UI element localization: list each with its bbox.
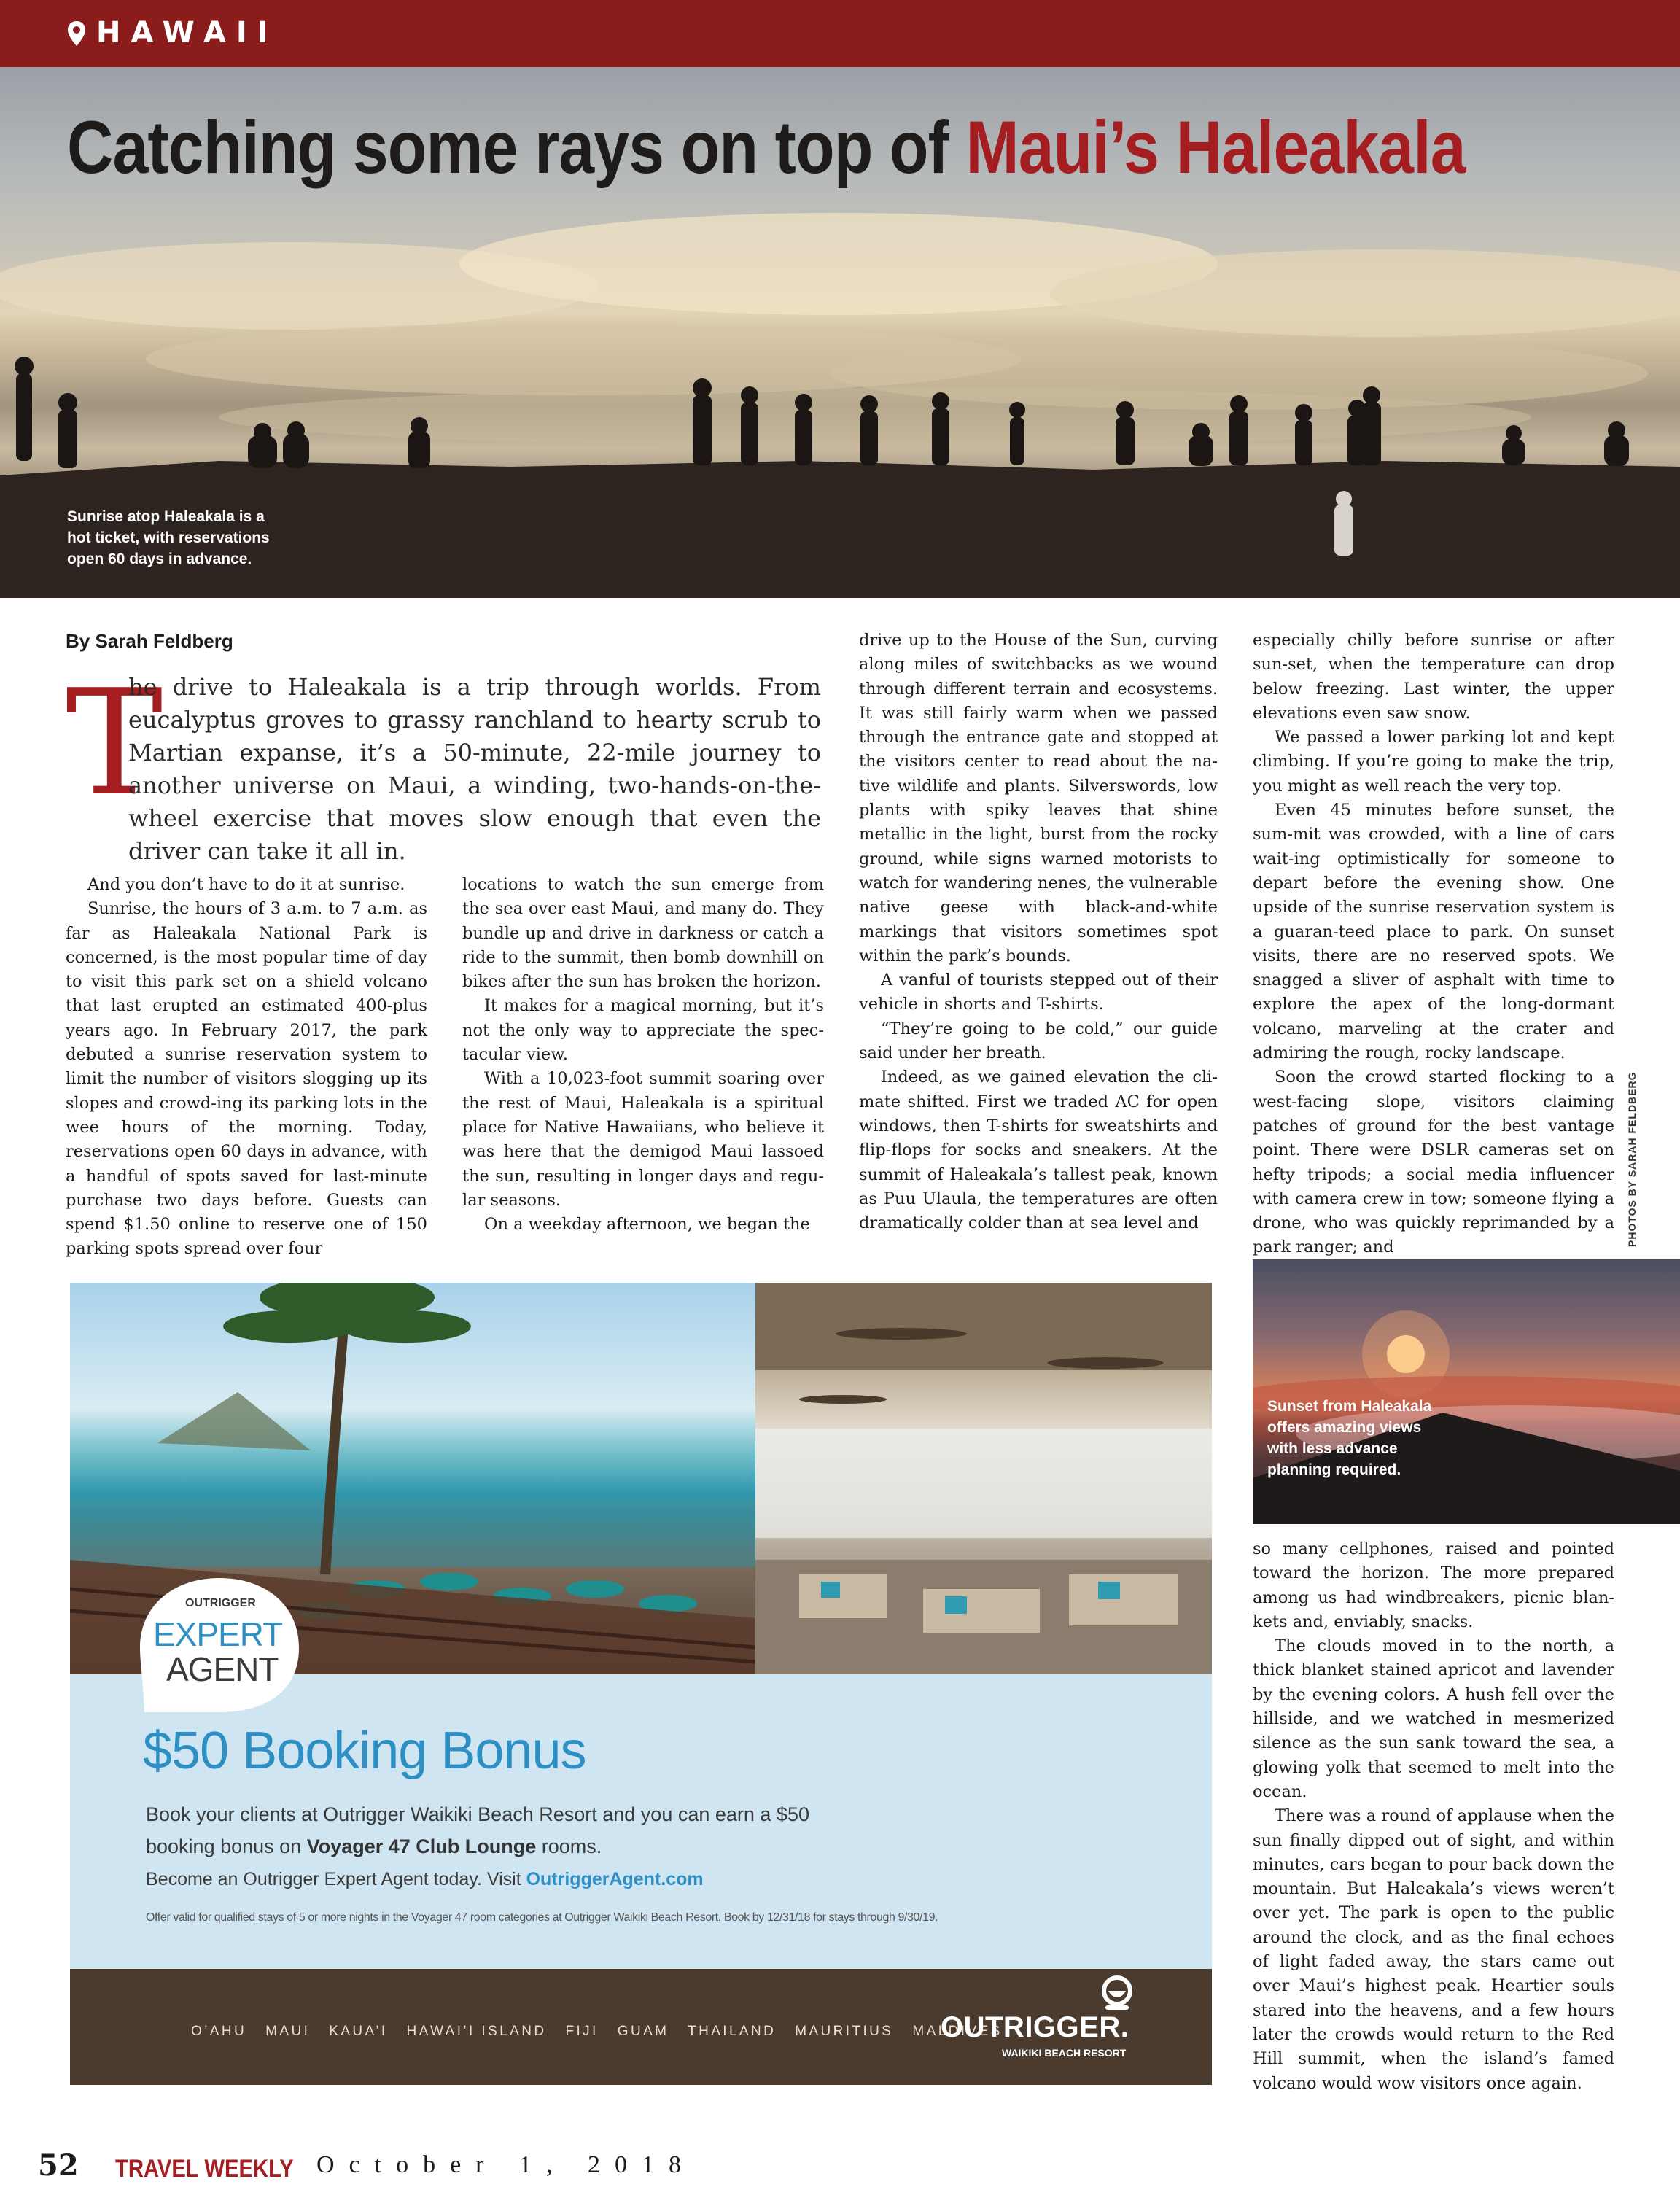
paragraph: On a weekday afternoon, we began the <box>484 1215 810 1235</box>
lounge-illustration <box>755 1283 1212 1674</box>
ad-cta-text: Become an Outrigger Expert Agent today. Visit <box>146 1869 526 1889</box>
ad-body-bold: Voyager 47 Club Lounge <box>306 1835 537 1857</box>
body-column-4 <box>1253 629 1614 1260</box>
badge-line-1: EXPERT <box>153 1615 283 1653</box>
body-column-3 <box>859 629 1218 1235</box>
hero-photo <box>0 67 1680 598</box>
outrigger-logo-subtitle: WAIKIKI BEACH RESORT <box>1002 2047 1127 2059</box>
sunset-caption: Sunset from Haleakala offers amazing views with less advance planning required. <box>1267 1398 1432 1478</box>
body-column-2 <box>462 873 824 1237</box>
ad-cta-link[interactable]: OutriggerAgent.com <box>526 1869 704 1889</box>
photo-credit-text: PHOTOS BY SARAH FELDBERG <box>1626 1071 1638 1247</box>
badge-line-2: AGENT <box>166 1650 279 1688</box>
outrigger-logo-text: OUTRIGGER. <box>941 2011 1129 2043</box>
ad-body-text-end: rooms. <box>536 1835 602 1857</box>
ad-fineprint: Offer valid for qualified stays of 5 or more nights in the Voyager 47 room categories at Outrigger Waikiki Beach Resort. Book by 12/31/18 for stays through 9/30/19. <box>146 1911 938 1924</box>
ad-body <box>146 1798 875 1862</box>
paragraph: There was a round of applause when the sun finally dipped out of sight, and within minutes, cars began to pour back down the mountain. But Haleakala’s views weren’t over yet. The park is open to the public around the clock, and as the final echoes of light faded away, the stars came out over Maui’s highest peak. Heartier souls stared into the heavens, and a few hours later the crowds would return to the Red Hill summit, when the island’s famed volcano would wow visitors once again. <box>1253 1806 1614 2093</box>
title-part: Catching some rays on top of <box>67 106 966 189</box>
paragraph: drive up to the House of the Sun, curving along miles of switchbacks as we wound through different terrain and ecosystems. It was still fairly warm when we passed through the entrance gate and stopped at the visitors center to read about the na-tive wildlife and plants. Silverswords, low plants with spiky leaves that shine metallic in the light, burst from the rocky ground, while signs warned motorists to watch for wandering nenes, the vulnerable native geese with black-and-white markings that visitors sometimes spot within the park’s bounds. <box>859 631 1218 965</box>
paragraph: It makes for a magical morning, but it’s not the only way to appreciate the spec-tacular view. <box>462 996 824 1065</box>
body-column-4-continued <box>1253 1537 1614 2096</box>
ad-headline: $50 Booking Bonus <box>143 1722 586 1780</box>
byline: By Sarah Feldberg <box>66 630 233 652</box>
badge-brand: OUTRIGGER <box>185 1597 256 1609</box>
paragraph: And you don’t have to do it at sunrise. <box>88 875 405 894</box>
paragraph: The clouds moved in to the north, a thick blanket stained apricot and lavender by the evening colors. A hush fell over the hillside, and we watched in mesmerized silence as the sun sank toward the sea, a glowing yolk that seemed to melt into the ocean. <box>1253 1636 1614 1801</box>
intro-paragraph: he drive to Haleakala is a trip through worlds. From eucalyptus groves to grassy ranchland to hearty scrub to Martian expanse, it’s a 50-minute, 22-mile journey to another universe on Maui, a winding, two-hands-on-the-wheel exercise that moves slow enough that even the driver can take it all in. <box>128 673 821 865</box>
ad-cta <box>146 1869 704 1890</box>
paragraph: We passed a lower parking lot and kept climbing. If you’re going to make the trip, you might as well reach the very top. <box>1253 728 1614 796</box>
paragraph: Soon the crowd started flocking to a west-facing slope, visitors claiming patches of ground for the best vantage point. There were DSLR cameras set on hefty tripods; a social media influencer with camera crew in tow; someone flying a drone, who was quickly reprimanded by a park ranger; and <box>1253 1068 1614 1257</box>
hero-caption: Sunrise atop Haleakala is a hot ticket, with reservations open 60 days in advance. <box>67 508 270 567</box>
paragraph: Even 45 minutes before sunset, the sum-mit was crowded, with a line of cars wait-ing optimistically for someone to depart before the evening show. One upside of the sunrise reservation system is a guaran-teed place to park. On sunset visits, there are no reserved spots. We snagged a sliver of asphalt with time to explore the apex of the long-dormant volcano, marveling at the crater and admiring the rough, rocky landscape. <box>1253 801 1614 1063</box>
outrigger-logo-icon <box>1101 1975 1133 2011</box>
drop-cap: T <box>66 658 163 828</box>
paragraph: so many cellphones, raised and pointed toward the horizon. The more prepared among us had windbreakers, picnic blan-kets and, enviably, snacks. <box>1253 1539 1614 1631</box>
paragraph: especially chilly before sunrise or after sun-set, when the temperature can drop below freezing. Last winter, the upper elevations even saw snow. <box>1253 631 1614 723</box>
sunset-photo <box>1253 1259 1680 1524</box>
paragraph: “They’re going to be cold,” our guide said under her breath. <box>859 1019 1218 1063</box>
issue-date: October 1, 2018 <box>316 2151 696 2178</box>
publication-name: TRAVEL WEEKLY <box>115 2155 294 2183</box>
paragraph: A vanful of tourists stepped out of their vehicle in shorts and T-shirts. <box>859 971 1218 1014</box>
title-highlight: Maui’s Haleakala <box>965 106 1466 189</box>
sunset-illustration <box>1253 1259 1680 1524</box>
paragraph: locations to watch the sun emerge from the sea over east Maui, and many do. They bundle up and drive in darkness or catch a ride to the summit, then bomb downhill on bikes after the sun has broken the horizon. <box>462 875 824 992</box>
article-title <box>67 105 1466 190</box>
ad-body-text: Book your clients at Outrigger Waikiki Beach Resort and you can earn a $50 booking bonus on <box>146 1803 809 1857</box>
ad-lounge-photo <box>755 1283 1212 1674</box>
ad-destinations: O’AHU MAUI KAUA’I HAWAI’I ISLAND FIJI GUAM THAILAND MAURITIUS MALDIVES <box>191 2024 1003 2039</box>
section-label: HAWAII <box>96 16 279 50</box>
location-pin-icon <box>67 20 86 47</box>
paragraph: Sunrise, the hours of 3 a.m. to 7 a.m. as far as Haleakala National Park is concerned, is the most popular time of day to visit this park set on a shield volcano that last erupted an estimated 400-plus years ago. In February 2017, the park debuted a sunrise reservation system to limit the number of visitors slogging up its slopes and crowd-ing its parking lots in the wee hours of the morning. Today, reservations open 60 days in advance, with a handful of spots saved for last-minute purchase two days before. Guests can spend $1.50 online to reserve one of 150 parking spots spread over four <box>66 899 427 1259</box>
photo-credit <box>1626 1071 1644 1247</box>
paragraph: With a 10,023-foot summit soaring over the rest of Maui, Haleakala is a spiritual place for Native Hawaiians, who believe it was here that the demigod Maui lassoed the sun, resulting in longer days and regu-lar seasons. <box>462 1069 824 1210</box>
page-number: 52 <box>38 2148 79 2183</box>
paragraph: Indeed, as we gained elevation the cli-mate shifted. First we traded AC for open windows, then T-shirts for sweatshirts and flip-flops for socks and sneakers. At the summit of Haleakala’s tallest peak, known as Puu Ulaula, the temperatures are often dramatically colder than at sea level and <box>859 1068 1218 1233</box>
body-column-1 <box>66 873 427 1262</box>
